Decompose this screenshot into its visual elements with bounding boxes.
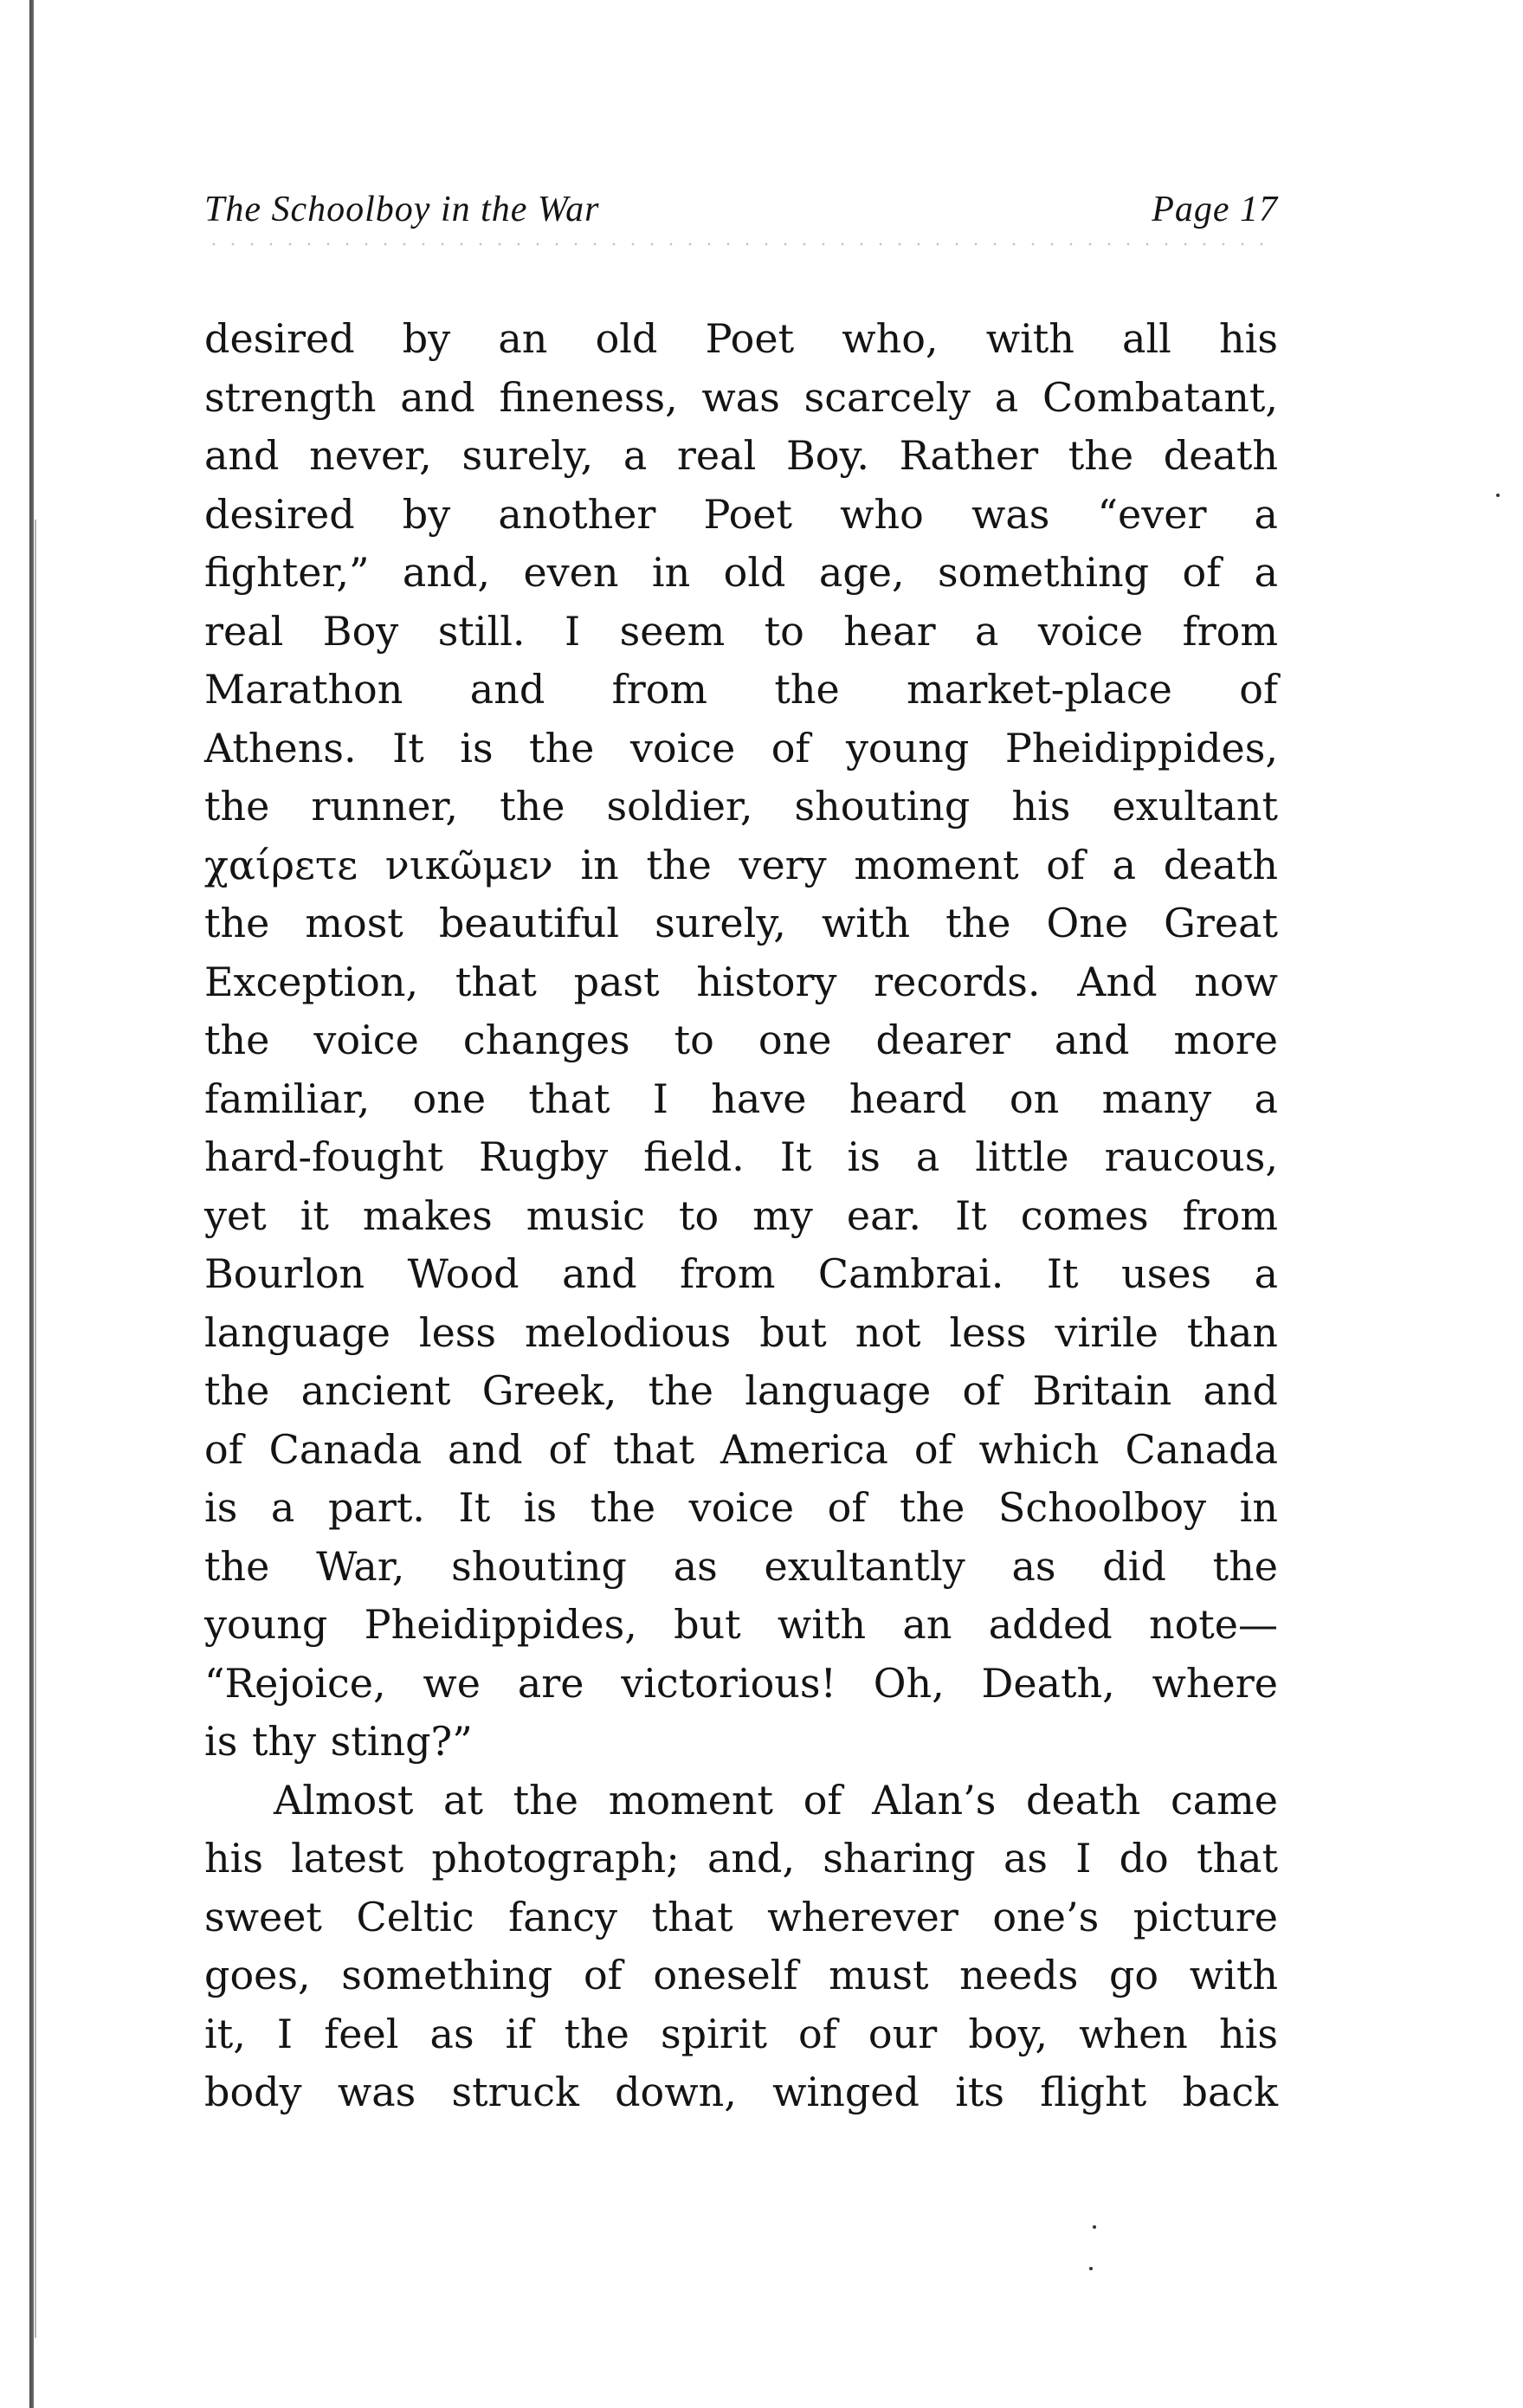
text-line: it, I feel as if the spirit of our boy, when his xyxy=(204,2010,1278,2057)
scan-speck xyxy=(1089,2267,1093,2270)
text-line: the runner, the soldier, shouting his exultant xyxy=(204,783,1278,830)
header-rule xyxy=(204,242,1278,246)
text-line: Exception, that past history records. And now xyxy=(204,958,1278,1005)
text-line: the War, shouting as exultantly as did the xyxy=(204,1542,1278,1590)
text-line: Bourlon Wood and from Cambrai. It uses a xyxy=(204,1250,1278,1297)
page-binding-shadow xyxy=(35,520,36,2338)
text-line: desired by another Poet who was “ever a xyxy=(204,490,1278,538)
text-line: Almost at the moment of Alan’s death came xyxy=(274,1776,1278,1824)
text-line: the voice changes to one dearer and more xyxy=(204,1017,1278,1063)
paragraph-2 xyxy=(204,1772,1278,2122)
page-binding-edge xyxy=(29,0,34,2408)
text-line: of Canada and of that America of which Canada xyxy=(204,1425,1278,1473)
body-text xyxy=(204,310,1278,2122)
text-line: strength and fineness, was scarcely a Combatant, xyxy=(204,373,1278,421)
text-line: Marathon and from the market-place of xyxy=(204,666,1278,713)
text-line: Athens. It is the voice of young Pheidippides, xyxy=(204,724,1278,771)
text-line: and never, surely, a real Boy. Rather the death xyxy=(204,432,1278,479)
text-line: language less melodious but not less virile than xyxy=(204,1308,1278,1356)
text-line: goes, something of oneself must needs go with xyxy=(204,1952,1278,1998)
scan-speck xyxy=(1093,2225,1096,2229)
text-line: familiar, one that I have heard on many a xyxy=(204,1075,1278,1122)
text-line: fighter,” and, even in old age, something of a xyxy=(204,549,1278,596)
text-line: the most beautiful surely, with the One Great xyxy=(204,900,1278,946)
text-line: his latest photograph; and, sharing as I do that xyxy=(204,1835,1278,1882)
text-line: real Boy still. I seem to hear a voice from xyxy=(204,607,1278,655)
page-number: Page 17 xyxy=(1152,190,1278,229)
text-line: desired by an old Poet who, with all his xyxy=(204,315,1278,362)
page-header xyxy=(204,189,1278,249)
text-line: hard-fought Rugby field. It is a little raucous, xyxy=(204,1133,1278,1180)
text-line: “Rejoice, we are victorious! Oh, Death, where xyxy=(204,1659,1278,1707)
text-line: young Pheidippides, but with an added note— xyxy=(204,1601,1278,1648)
text-line: yet it makes music to my ear. It comes from xyxy=(204,1191,1278,1239)
paragraph-1 xyxy=(204,310,1278,1772)
text-line: the ancient Greek, the language of Britain and xyxy=(204,1367,1278,1414)
text-line: is thy sting?” xyxy=(204,1718,473,1765)
running-title: The Schoolboy in the War xyxy=(204,190,600,229)
text-line: sweet Celtic fancy that wherever one’s picture xyxy=(204,1893,1278,1940)
text-line: body was struck down, winged its flight back xyxy=(204,2069,1278,2115)
text-line-greek: χαίρετε νικῶμεν in the very moment of a death xyxy=(204,841,1278,888)
scan-speck xyxy=(1496,494,1500,497)
text-line: is a part. It is the voice of the Schoolboy in xyxy=(204,1484,1278,1531)
